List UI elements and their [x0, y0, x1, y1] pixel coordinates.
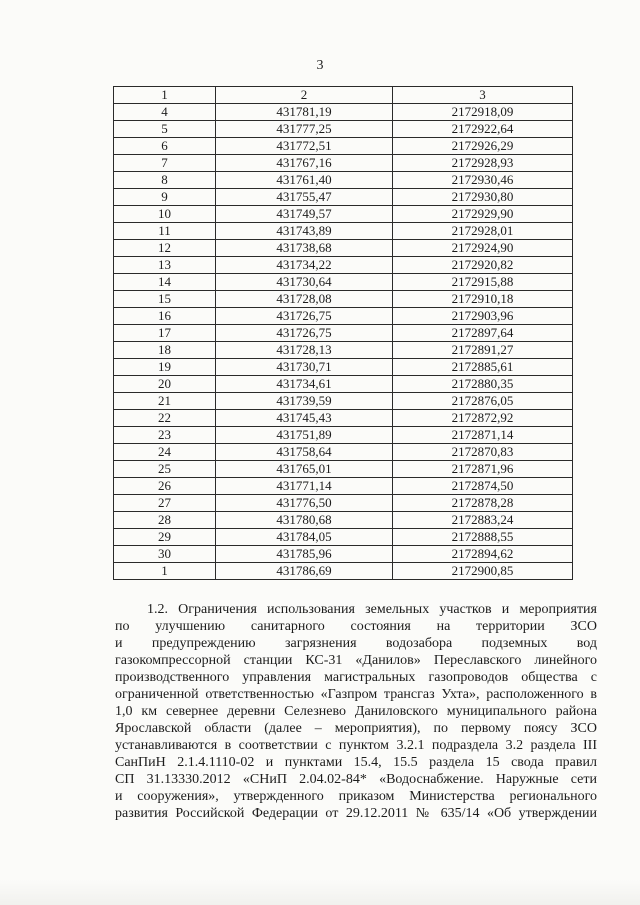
- point-number-cell: 1: [114, 563, 216, 580]
- y-coordinate-cell: 2172920,82: [393, 257, 573, 274]
- table-row: [114, 138, 573, 155]
- y-coordinate-cell: 2172926,29: [393, 138, 573, 155]
- coordinates-table: [113, 86, 573, 580]
- point-number-cell: 19: [114, 359, 216, 376]
- point-number-cell: 28: [114, 512, 216, 529]
- table-row: [114, 172, 573, 189]
- column-header: 3: [393, 87, 573, 104]
- y-coordinate-cell: 2172928,93: [393, 155, 573, 172]
- y-coordinate-cell: 2172872,92: [393, 410, 573, 427]
- table-row: [114, 529, 573, 546]
- table-row: [114, 342, 573, 359]
- point-number-cell: 9: [114, 189, 216, 206]
- x-coordinate-cell: 431734,22: [216, 257, 393, 274]
- table-row: [114, 155, 573, 172]
- paragraph-line: производственного управления магистральных газопроводов общества с: [115, 670, 597, 685]
- paragraph-line: газокомпрессорной станции КС-31 «Данилов» Переславского линейного: [115, 653, 597, 668]
- coordinates-table-body: [114, 87, 573, 580]
- table-row: [114, 257, 573, 274]
- point-number-cell: 27: [114, 495, 216, 512]
- table-row: [114, 291, 573, 308]
- table-row: [114, 546, 573, 563]
- column-header: 2: [216, 87, 393, 104]
- point-number-cell: 8: [114, 172, 216, 189]
- y-coordinate-cell: 2172891,27: [393, 342, 573, 359]
- point-number-cell: 16: [114, 308, 216, 325]
- table-row: [114, 461, 573, 478]
- paragraph-line: Ярославской области (далее – мероприятия), по первому поясу ЗСО: [115, 721, 597, 736]
- y-coordinate-cell: 2172883,24: [393, 512, 573, 529]
- y-coordinate-cell: 2172888,55: [393, 529, 573, 546]
- table-row: [114, 206, 573, 223]
- x-coordinate-cell: 431734,61: [216, 376, 393, 393]
- y-coordinate-cell: 2172928,01: [393, 223, 573, 240]
- y-coordinate-cell: 2172876,05: [393, 393, 573, 410]
- y-coordinate-cell: 2172894,62: [393, 546, 573, 563]
- x-coordinate-cell: 431772,51: [216, 138, 393, 155]
- table-row: [114, 478, 573, 495]
- x-coordinate-cell: 431758,64: [216, 444, 393, 461]
- x-coordinate-cell: 431767,16: [216, 155, 393, 172]
- paragraph-line: и сооружения», утвержденного приказом Министерства регионального: [115, 789, 597, 804]
- point-number-cell: 29: [114, 529, 216, 546]
- table-row: [114, 308, 573, 325]
- y-coordinate-cell: 2172918,09: [393, 104, 573, 121]
- point-number-cell: 24: [114, 444, 216, 461]
- table-row: [114, 121, 573, 138]
- point-number-cell: 11: [114, 223, 216, 240]
- y-coordinate-cell: 2172903,96: [393, 308, 573, 325]
- x-coordinate-cell: 431751,89: [216, 427, 393, 444]
- point-number-cell: 14: [114, 274, 216, 291]
- point-number-cell: 26: [114, 478, 216, 495]
- page-number: 3: [316, 58, 324, 73]
- y-coordinate-cell: 2172930,80: [393, 189, 573, 206]
- x-coordinate-cell: 431781,19: [216, 104, 393, 121]
- table-row: [114, 189, 573, 206]
- x-coordinate-cell: 431728,13: [216, 342, 393, 359]
- table-row: [114, 376, 573, 393]
- x-coordinate-cell: 431784,05: [216, 529, 393, 546]
- y-coordinate-cell: 2172915,88: [393, 274, 573, 291]
- x-coordinate-cell: 431765,01: [216, 461, 393, 478]
- y-coordinate-cell: 2172930,46: [393, 172, 573, 189]
- x-coordinate-cell: 431777,25: [216, 121, 393, 138]
- x-coordinate-cell: 431745,43: [216, 410, 393, 427]
- point-number-cell: 25: [114, 461, 216, 478]
- column-header: 1: [114, 87, 216, 104]
- point-number-cell: 23: [114, 427, 216, 444]
- table-row: [114, 563, 573, 580]
- point-number-cell: 4: [114, 104, 216, 121]
- x-coordinate-cell: 431743,89: [216, 223, 393, 240]
- table-row: [114, 274, 573, 291]
- point-number-cell: 20: [114, 376, 216, 393]
- y-coordinate-cell: 2172870,83: [393, 444, 573, 461]
- y-coordinate-cell: 2172910,18: [393, 291, 573, 308]
- y-coordinate-cell: 2172897,64: [393, 325, 573, 342]
- x-coordinate-cell: 431776,50: [216, 495, 393, 512]
- page-bottom-edge: [0, 880, 640, 905]
- point-number-cell: 22: [114, 410, 216, 427]
- table-row: [114, 223, 573, 240]
- y-coordinate-cell: 2172880,35: [393, 376, 573, 393]
- table-row: [114, 325, 573, 342]
- y-coordinate-cell: 2172900,85: [393, 563, 573, 580]
- x-coordinate-cell: 431749,57: [216, 206, 393, 223]
- point-number-cell: 6: [114, 138, 216, 155]
- x-coordinate-cell: 431726,75: [216, 325, 393, 342]
- table-row: [114, 240, 573, 257]
- y-coordinate-cell: 2172885,61: [393, 359, 573, 376]
- x-coordinate-cell: 431771,14: [216, 478, 393, 495]
- table-header-row: [114, 87, 573, 104]
- table-row: [114, 427, 573, 444]
- paragraph-line: СП 31.13330.2012 «СНиП 2.04.02-84* «Водоснабжение. Наружные сети: [115, 772, 597, 787]
- x-coordinate-cell: 431730,64: [216, 274, 393, 291]
- x-coordinate-cell: 431755,47: [216, 189, 393, 206]
- y-coordinate-cell: 2172924,90: [393, 240, 573, 257]
- x-coordinate-cell: 431786,69: [216, 563, 393, 580]
- x-coordinate-cell: 431738,68: [216, 240, 393, 257]
- point-number-cell: 18: [114, 342, 216, 359]
- y-coordinate-cell: 2172871,96: [393, 461, 573, 478]
- paragraph-line: и предупреждению загрязнения водозабора подземных вод: [115, 636, 597, 651]
- table-row: [114, 393, 573, 410]
- table-row: [114, 359, 573, 376]
- point-number-cell: 10: [114, 206, 216, 223]
- y-coordinate-cell: 2172922,64: [393, 121, 573, 138]
- table-row: [114, 410, 573, 427]
- point-number-cell: 12: [114, 240, 216, 257]
- x-coordinate-cell: 431785,96: [216, 546, 393, 563]
- point-number-cell: 15: [114, 291, 216, 308]
- table-row: [114, 495, 573, 512]
- point-number-cell: 17: [114, 325, 216, 342]
- paragraph-line: СанПиН 2.1.4.1110-02 и пунктами 15.4, 15.5 раздела 15 свода правил: [115, 755, 597, 770]
- y-coordinate-cell: 2172871,14: [393, 427, 573, 444]
- x-coordinate-cell: 431730,71: [216, 359, 393, 376]
- point-number-cell: 21: [114, 393, 216, 410]
- table-row: [114, 104, 573, 121]
- paragraph-line: 1.2. Ограничения использования земельных участков и мероприятия: [147, 602, 597, 617]
- y-coordinate-cell: 2172878,28: [393, 495, 573, 512]
- table-row: [114, 444, 573, 461]
- paragraph-line: 1,0 км севернее деревни Селезнево Даниловского муниципального района: [115, 704, 597, 719]
- paragraph-line: устанавливаются в соответствии с пунктом 3.2.1 подраздела 3.2 раздела III: [115, 738, 597, 753]
- point-number-cell: 5: [114, 121, 216, 138]
- point-number-cell: 30: [114, 546, 216, 563]
- x-coordinate-cell: 431780,68: [216, 512, 393, 529]
- x-coordinate-cell: 431761,40: [216, 172, 393, 189]
- paragraph-line: развития Российской Федерации от 29.12.2011 № 635/14 «Об утверждении: [115, 806, 597, 821]
- table-row: [114, 512, 573, 529]
- paragraph-line: по улучшению санитарного состояния на территории ЗСО: [115, 619, 597, 634]
- x-coordinate-cell: 431728,08: [216, 291, 393, 308]
- paragraph-line: ограниченной ответственностью «Газпром трансгаз Ухта», расположенного в: [115, 687, 597, 702]
- x-coordinate-cell: 431726,75: [216, 308, 393, 325]
- y-coordinate-cell: 2172874,50: [393, 478, 573, 495]
- point-number-cell: 7: [114, 155, 216, 172]
- y-coordinate-cell: 2172929,90: [393, 206, 573, 223]
- point-number-cell: 13: [114, 257, 216, 274]
- restrictions-paragraph: [115, 601, 597, 822]
- x-coordinate-cell: 431739,59: [216, 393, 393, 410]
